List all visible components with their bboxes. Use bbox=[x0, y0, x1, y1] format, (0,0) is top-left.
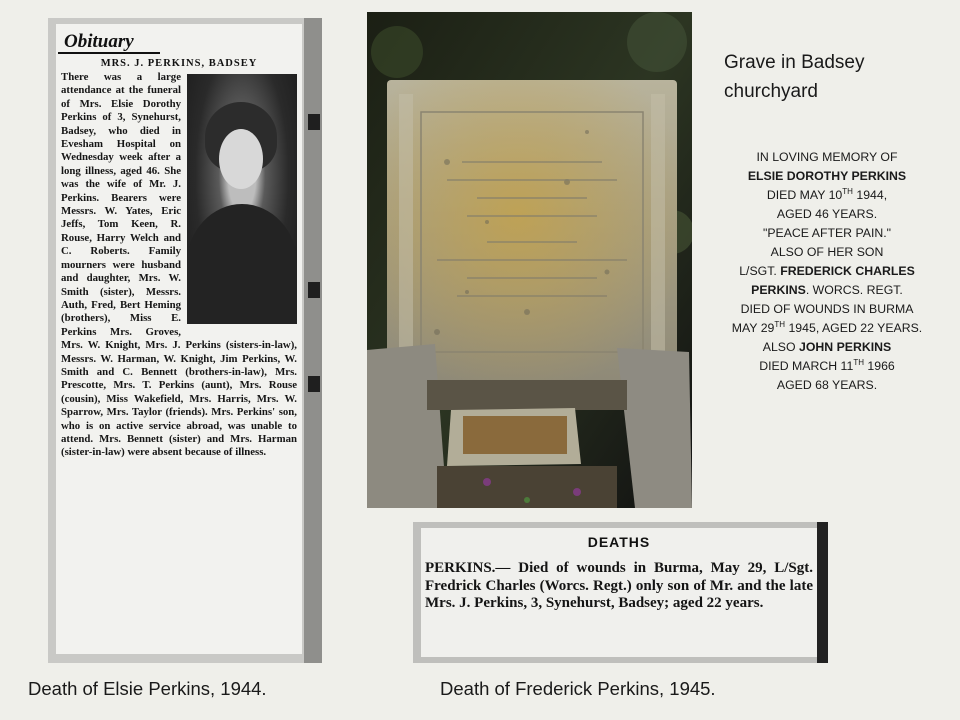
deaths-notice-paper bbox=[421, 528, 817, 657]
inscription-line: MAY 29TH 1945, AGED 22 YEARS. bbox=[731, 319, 923, 335]
inscription-line: DIED MAY 10TH 1944, bbox=[766, 186, 888, 202]
grave-photo bbox=[367, 12, 692, 508]
obituary-clipping bbox=[48, 18, 322, 663]
inscription-name: FREDERICK CHARLES bbox=[780, 264, 915, 278]
caption-frederick: Death of Frederick Perkins, 1945. bbox=[440, 678, 716, 699]
inscription-line: "PEACE AFTER PAIN." bbox=[762, 226, 892, 240]
inscription-line: DIED OF WOUNDS IN BURMA bbox=[740, 302, 914, 316]
grave-title-line1: Grave in Badsey bbox=[724, 52, 865, 73]
inscription-transcript bbox=[704, 148, 950, 395]
deaths-notice-text: PERKINS.— Died of wounds in Burma, May 29, L/Sgt. Fredrick Charles (Worcs. Regt.) only son of Mr. and the late Mrs. J. Perkins, 3, Synehurst, Badsey; aged 22 years. bbox=[425, 560, 813, 611]
inscription-line: AGED 46 YEARS. bbox=[776, 207, 878, 221]
inscription-line: AGED 68 YEARS. bbox=[776, 378, 878, 392]
caption-elsie: Death of Elsie Perkins, 1944. bbox=[28, 678, 267, 699]
obituary-paper bbox=[56, 24, 302, 654]
inscription-line: IN LOVING MEMORY OF bbox=[756, 150, 898, 164]
obituary-subheading: MRS. J. PERKINS, BADSEY bbox=[100, 58, 258, 69]
deaths-notice-clipping bbox=[413, 522, 828, 663]
inscription-line: DIED MARCH 11TH 1966 bbox=[759, 357, 895, 373]
inscription-name: ELSIE DOROTHY PERKINS bbox=[747, 169, 907, 183]
obituary-text: There was a large attendance at the funeral of Mrs. Elsie Dorothy Perkins of 3, Synehurst, Badsey, who died in Evesham Hospital on Wednesday week after a long illness, aged 46. She was the wife of Mr. J. Perkins. Bearers were Messrs. W. Yates, Eric Jeffs, Tom Keen, R. Rouse, Harry Welch and C. Roberts. Family mourners were husband and daughter, Mrs. W. Smith (sister), Messrs. Auth, Fred, Bert Heming (brothers), Miss E. Perkins Mrs. Groves, Mrs. W. Knight, Mrs. J. Perkins (sisters-in-law), Messrs. W. Harman, W. Knight, Jim Perkins, W. Smith and C. Bennett (brothers-in-law), Mrs. Prescotte, Mrs. T. Perkins (aunt), Mrs. Rouse (cousin), Miss Wakefield, Mrs. Harris, Mrs. W. Sparrow, Mrs. Taylor (friends). Mrs. Perkins' son, who is on active service abroad, was unable to attend. Mrs. Bennett (sister) and Mrs. Harman (sister-in-law) were absent because of illness. bbox=[61, 71, 297, 459]
portrait-photo bbox=[187, 74, 297, 324]
inscription-line: ALSO OF HER SON bbox=[770, 245, 884, 259]
deaths-heading: DEATHS bbox=[587, 534, 651, 550]
obituary-text-block bbox=[56, 71, 302, 460]
inscription-name: PERKINS bbox=[751, 283, 806, 297]
grave-title-line2: churchyard bbox=[724, 81, 818, 102]
obituary-heading: Obituary bbox=[58, 24, 160, 54]
clipping-edge bbox=[817, 522, 828, 663]
grave-title bbox=[724, 48, 944, 106]
gravestone-image bbox=[367, 12, 692, 508]
inscription-name: JOHN PERKINS bbox=[798, 340, 892, 354]
inscription-line: L/SGT. FREDERICK CHARLES bbox=[739, 264, 915, 278]
inscription-line: ALSO JOHN PERKINS bbox=[762, 340, 892, 354]
inscription-line: PERKINS. WORCS. REGT. bbox=[751, 283, 903, 297]
clipping-edge bbox=[304, 18, 322, 663]
